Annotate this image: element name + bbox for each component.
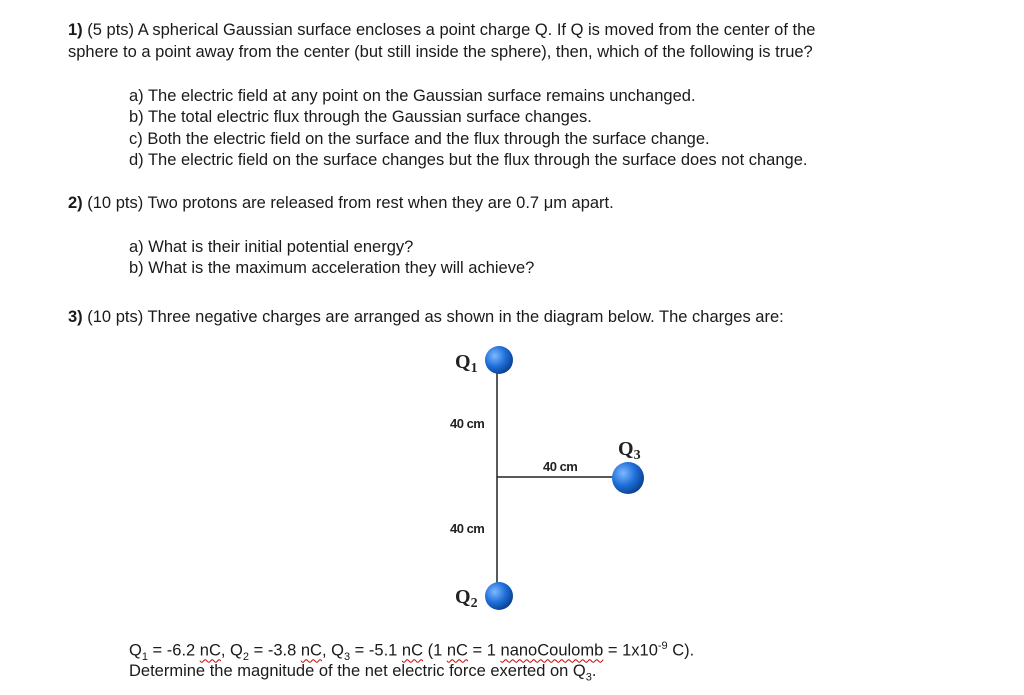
label-q2: $Q_2$ bbox=[455, 586, 478, 611]
label-q1: $Q_1$ bbox=[455, 351, 478, 376]
q2-part-a: a) What is their initial potential energy? bbox=[129, 238, 414, 256]
q1-option-c: c) Both the electric field on the surface and the flux through the surface change. bbox=[129, 130, 710, 148]
charge-q3 bbox=[612, 462, 644, 494]
unit-nc: nC bbox=[300, 641, 322, 660]
distance-lower: 40 cm bbox=[450, 521, 485, 536]
q1-text-line2: sphere to a point away from the center (but still inside the sphere), then, which of the following is true? bbox=[68, 43, 813, 61]
q3-text: (10 pts) Three negative charges are arranged as shown in the diagram below. The charges are: bbox=[87, 308, 784, 326]
charge-q2 bbox=[485, 582, 513, 610]
distance-upper: 40 cm bbox=[450, 416, 485, 431]
unit-nc: nC bbox=[401, 641, 424, 660]
q1-option-a: a) The electric field at any point on the Gaussian surface remains unchanged. bbox=[129, 87, 696, 105]
q3-final-question: Determine the magnitude of the net electric force exerted on $Q_3$. bbox=[129, 662, 597, 684]
charge-q1 bbox=[485, 346, 513, 374]
unit-nc: nC bbox=[199, 641, 221, 660]
unit-nanocoulomb: nanoCoulomb bbox=[500, 641, 604, 660]
q3-number: 3) bbox=[68, 308, 83, 326]
q1-text-line1: (5 pts) A spherical Gaussian surface encloses a point charge Q. If Q is moved from the center of the bbox=[87, 21, 816, 39]
q2-part-b: b) What is the maximum acceleration they will achieve? bbox=[129, 259, 535, 277]
q1-number: 1) bbox=[68, 21, 83, 39]
q2-number: 2) bbox=[68, 194, 83, 212]
distance-horizontal: 40 cm bbox=[543, 459, 578, 474]
label-q3: $Q_3$ bbox=[618, 438, 641, 463]
q1-option-d: d) The electric field on the surface changes but the flux through the surface does not change. bbox=[129, 151, 808, 169]
q1-option-b: b) The total electric flux through the Gaussian surface changes. bbox=[129, 108, 592, 126]
charge-values: $Q_1 = -6.2$ nC, $Q_2 = -3.8$ nC, $Q_3 = -5.1$ nC (1 nC = 1 nanoCoulomb = $1x10^{-9}$ C). bbox=[129, 640, 695, 663]
unit-nc: nC bbox=[446, 641, 468, 660]
q2-text: (10 pts) Two protons are released from rest when they are 0.7 μm apart. bbox=[87, 194, 614, 212]
